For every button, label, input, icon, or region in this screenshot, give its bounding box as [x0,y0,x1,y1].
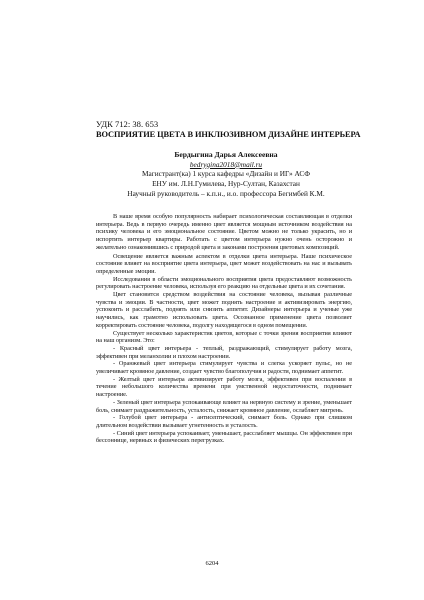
list-item: - Оранжевый цвет интерьера стимулирует чувства и слегка ускоряет пульс, но не увеличивает кровяное давление, создает чувство благополучия и радости, поднимает аппетит. [96,360,352,376]
author-affiliation-2: ЕНУ им. Л.Н.Гумилева, Нур-Султан, Казахстан [152,179,300,189]
author-block [96,150,356,199]
author-email: bedrygina2018@mail.ru [189,159,263,169]
list-item: - Зеленый цвет интерьера успокаивающе влияет на нервную систему и зрение, уменьшает боль, снимает раздражительность, усталость, снижает кровяное давление, ослабляет мигрень. [96,398,352,414]
list-item: - Красный цвет интерьера - теплый, раздражающий, стимулирует работу мозга, эффективен при меланхолии и плохом настроении. [96,344,352,360]
page-number: 6204 [205,560,219,567]
paragraph: Существует несколько характеристик цветов, которые с точки зрения восприятия влияют на наш организм. Это: [96,329,352,345]
scientific-supervisor: Научный руководитель – к.п.н., и.о. профессора Бегимбей К.М. [127,188,325,198]
paragraph: Исследования в области эмоционального восприятия цвета предоставляют возможность регулировать настроение человека, используя его реакцию на отдельные цвета и их сочетания. [96,275,352,291]
article-body [96,213,352,445]
author-affiliation-1: Магистрант(ка) 1 курса кафедры «Дизайн и ИГ» АСФ [141,169,311,179]
udc-code: УДК 712: 38. 653 [96,119,159,129]
paragraph: Освещение является важным аспектом в отделки цвета интерьера. Наше психическое состояние влияет на восприятие цвета интерьера, цвет может воздействовать на нас и вызывать определенные эмоции. [96,252,352,275]
paragraph: Цвет становится средством воздействия на состояние человека, вызывая различные чувства и эмоции. В частности, цвет может поднять настроение и активизировать энергию, успокоить и расслабить, поднять или снизить аппетит. Дизайнеры интерьера и ученые уже научились, как грамотно использовать цвета. Осознанное применение цвета позволяет корректировать состояние человека, подолгу находящегося в одном помещении. [96,291,352,329]
article-title: ВОСПРИЯТИЕ ЦВЕТА В ИНКЛЮЗИВНОМ ДИЗАЙНЕ ИНТЕРЬЕРА [96,130,361,139]
author-name: Бердыгина Дарья Алексеевна [174,150,278,159]
list-item: - Голубой цвет интерьера - антисептический, снимает боль. Однако при слишком длительном воздействии вызывает угнетенность и усталость. [96,414,352,429]
paragraph: В наше время особую популярность набирает психологическая составляющая в отделки интерьера. Ведь в первую очередь именно цвет является мощным источником воздействия на психику человека и его эмоциональное состояние. Цветом можно не только украсить, но и испортить интерьер квартиры. Работать с цветом интерьера нужно очень осторожно и желательно ознакомившись с природой цвета и законами построения цветовых композиций. [96,213,352,251]
list-item: - Синий цвет интерьера успокаивает, уменьшает, расслабляет мышцы. Он эффективен при бессоннице, нервных и физических перегрузках. [96,429,352,445]
list-item: - Желтый цвет интерьера активизирует работу мозга, эффективен при воспалении в течение небольшого количества времени при умственной недостаточности, поднимает настроение. [96,375,352,399]
